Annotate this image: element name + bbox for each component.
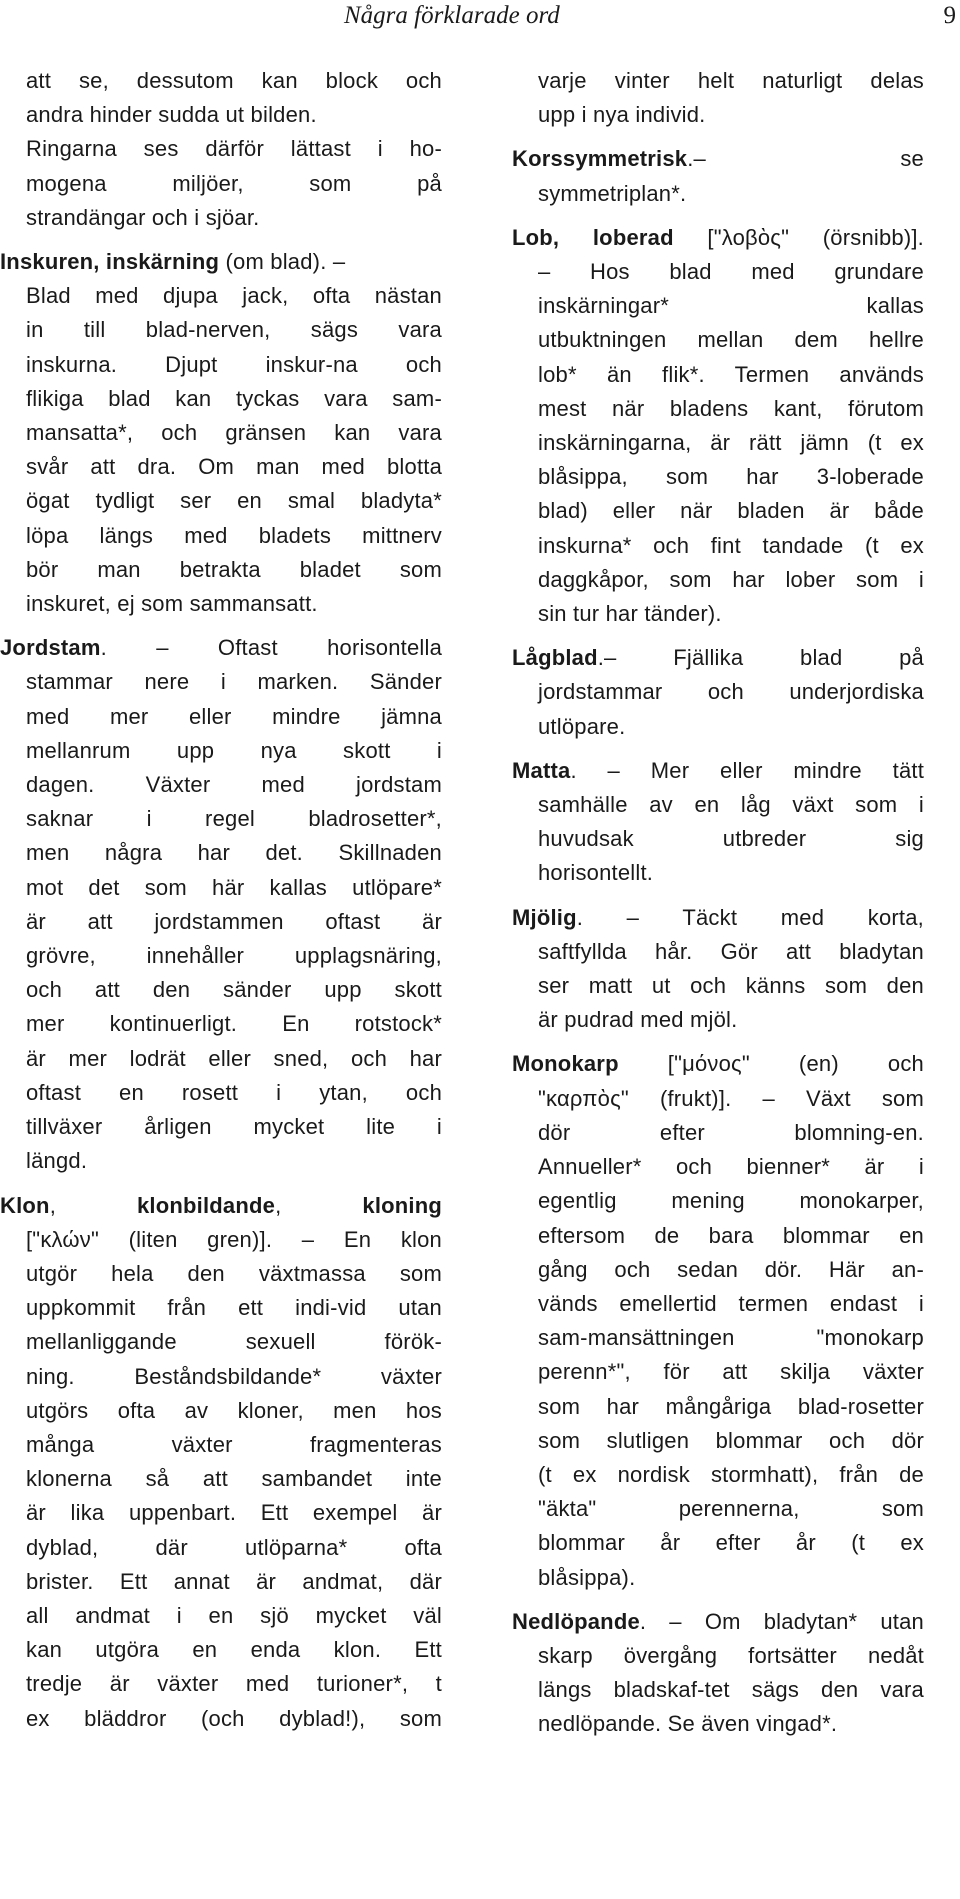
entry-text: gång och sedan dör. Här an- (538, 1256, 924, 1282)
text-line (0, 313, 442, 347)
text-line (0, 700, 442, 734)
text-line (0, 1007, 442, 1041)
text-line (512, 754, 924, 788)
text-line (512, 64, 924, 98)
entry-text: tredje är växter med turioner*, t (26, 1671, 442, 1697)
entry-text: huvudsak utbreder sig (538, 826, 924, 852)
entry-text: . – Täckt med korta, (576, 904, 924, 930)
entry-term: Lob, loberad (512, 224, 674, 250)
entry-term: Nedlöpande (512, 1608, 640, 1634)
glossary-entry (512, 641, 924, 744)
entry-text: utlöpare. (538, 713, 626, 739)
entry-text: oftast en rosett i ytan, och (26, 1079, 442, 1105)
entry-text: längd. (26, 1148, 88, 1174)
text-line (512, 1526, 924, 1560)
text-line (512, 426, 924, 460)
text-line (512, 563, 924, 597)
text-line (0, 1223, 442, 1257)
text-line (0, 1110, 442, 1144)
entry-text: strandängar och i sjöar. (26, 204, 260, 230)
entry-text: mer kontinuerligt. En rotstock* (26, 1011, 442, 1037)
text-line (0, 1565, 442, 1599)
entry-text: bör man betrakta bladet som (26, 556, 442, 582)
entry-text: tillväxer årligen mycket lite i (26, 1114, 442, 1140)
entry-text: perenn*", för att skilja växter (538, 1359, 924, 1385)
text-line (512, 1253, 924, 1287)
page-header (0, 0, 960, 34)
entry-text: mot det som här kallas utlöpare* (26, 874, 442, 900)
text-line (0, 245, 442, 279)
entry-text: inskurna. Djupt inskur-na och (26, 351, 442, 377)
text-line (0, 1428, 442, 1462)
text-line (512, 1707, 924, 1741)
text-line (0, 1076, 442, 1110)
text-line (0, 631, 442, 665)
text-line (512, 1116, 924, 1150)
glossary-entry (512, 142, 924, 210)
entry-text: svår att dra. Om man med blotta (26, 454, 442, 480)
entry-term: klonbildande (137, 1192, 276, 1218)
entry-text: ex bläddror (och dyblad!), som (26, 1705, 442, 1731)
text-line (0, 905, 442, 939)
entry-text: är mer lodrät eller sned, och har (26, 1045, 442, 1071)
entry-text: dagen. Växter med jordstam (26, 772, 442, 798)
entry-text: egentlig mening monokarper, (538, 1188, 924, 1214)
text-line (0, 1462, 442, 1496)
entry-text: , (49, 1192, 137, 1218)
text-line (0, 939, 442, 973)
entry-text: mellanliggande sexuell förök- (26, 1329, 442, 1355)
entry-text: daggkåpor, som har lober som i (538, 566, 924, 592)
entry-text: saknar i regel bladrosetter*, (26, 806, 442, 832)
entry-text: många växter fragmenteras (26, 1431, 442, 1457)
text-line (512, 1219, 924, 1253)
entry-text: inskurna* och fint tandade (t ex (538, 532, 924, 558)
text-line (0, 416, 442, 450)
text-line (512, 1390, 924, 1424)
text-line (512, 1184, 924, 1218)
entry-term: Inskuren, inskärning (0, 249, 220, 275)
entry-text: ["λοβὸς" (örsnibb)]. (673, 224, 924, 250)
entry-text: .– se (687, 146, 924, 172)
entry-term: kloning (362, 1192, 442, 1218)
text-line (0, 1042, 442, 1076)
text-line (0, 665, 442, 699)
text-line (512, 1458, 924, 1492)
entry-text: som slutligen blommar och dör (538, 1427, 924, 1453)
text-line (0, 1667, 442, 1701)
glossary-entry (512, 1047, 924, 1594)
text-line (0, 1257, 442, 1291)
text-line (0, 1189, 442, 1223)
entry-text: klonerna så att sambandet inte (26, 1466, 442, 1492)
text-line (0, 201, 442, 235)
glossary-entry (0, 1189, 442, 1736)
text-line (0, 1325, 442, 1359)
entry-text: och att den sänder upp skott (26, 977, 442, 1003)
text-line (512, 1321, 924, 1355)
glossary-entry (512, 754, 924, 891)
text-line (0, 1702, 442, 1736)
entry-term: Monokarp (512, 1051, 619, 1077)
text-line (512, 856, 924, 890)
text-line (512, 969, 924, 1003)
text-line (512, 822, 924, 856)
text-line (512, 1673, 924, 1707)
entry-text: inskuret, ej som sammansatt. (26, 591, 318, 617)
entry-text: vänds emellertid termen endast i (538, 1290, 924, 1316)
text-line (0, 1599, 442, 1633)
entry-text: horisontellt. (538, 860, 654, 886)
entry-text: (t ex nordisk stormhatt), från de (538, 1461, 924, 1487)
entry-text: .– Fjällika blad på (597, 645, 924, 671)
text-line (512, 98, 924, 132)
text-line (512, 675, 924, 709)
text-line (512, 935, 924, 969)
entry-text: mellanrum upp nya skott i (26, 737, 442, 763)
entry-text: ser matt ut och känns som den (538, 973, 924, 999)
entry-text: kan utgöra en enda klon. Ett (26, 1637, 442, 1663)
glossary-entry (0, 245, 442, 621)
text-line (512, 460, 924, 494)
text-line (512, 901, 924, 935)
entry-text: . – Mer eller mindre tätt (570, 757, 924, 783)
text-line (0, 1531, 442, 1565)
entry-text: upp i nya individ. (538, 102, 706, 128)
entry-text: in till blad-nerven, sägs vara (26, 317, 442, 343)
text-line (512, 597, 924, 631)
entry-text: stammar nere i marken. Sänder (26, 669, 442, 695)
text-line (512, 255, 924, 289)
text-line (512, 177, 924, 211)
entry-text: . – Om bladytan* utan (639, 1608, 924, 1634)
entry-text: eftersom de bara blommar en (538, 1222, 924, 1248)
text-line (512, 221, 924, 255)
entry-term: Matta (512, 757, 571, 783)
text-line (512, 1003, 924, 1037)
glossary-entry (512, 221, 924, 631)
entry-text: inskärningarna, är rätt jämn (t ex (538, 430, 924, 456)
text-line (0, 450, 442, 484)
entry-text: varje vinter helt naturligt delas (538, 68, 924, 93)
entry-text: lob* än flik*. Termen används (538, 361, 924, 387)
text-line (512, 323, 924, 357)
text-line (0, 1144, 442, 1178)
text-line (0, 802, 442, 836)
text-line (512, 1605, 924, 1639)
entry-text: mansatta*, och gränsen kan vara (26, 420, 442, 446)
text-line (0, 279, 442, 313)
text-line (0, 348, 442, 382)
entry-text: skarp övergång fortsätter nedåt (538, 1642, 924, 1668)
entry-text: symmetriplan*. (538, 180, 687, 206)
text-line (0, 553, 442, 587)
text-line (512, 529, 924, 563)
entry-text: längs bladskaf-tet sägs den vara (538, 1677, 924, 1703)
glossary-entry (512, 64, 924, 132)
entry-text: uppkommit från ett indi-vid utan (26, 1295, 442, 1321)
entry-text: ["μόνος" (en) och (618, 1051, 924, 1077)
entry-text: saftfyllda hår. Gör att bladytan (538, 938, 924, 964)
page-number: 9 (943, 2, 956, 29)
text-line (512, 142, 924, 176)
entry-text: är att jordstammen oftast är (26, 908, 442, 934)
text-line (512, 392, 924, 426)
entry-text: andra hinder sudda ut bilden. (26, 102, 317, 128)
text-line (512, 1287, 924, 1321)
entry-text: mest när bladens kant, förutom (538, 395, 924, 421)
entry-text: ning. Beståndsbildande* växter (26, 1363, 442, 1389)
text-line (0, 734, 442, 768)
text-line (512, 1150, 924, 1184)
text-line (0, 836, 442, 870)
text-line (0, 1633, 442, 1667)
entry-term: Korssymmetrisk (512, 146, 688, 172)
entry-text: samhälle av en låg växt som i (538, 792, 924, 818)
entry-text: utgör hela den växtmassa som (26, 1260, 442, 1286)
text-line (0, 98, 442, 132)
entry-text: blommar år efter år (t ex (538, 1530, 924, 1556)
entry-text: "καρπὸς" (frukt)]. – Växt som (538, 1085, 924, 1111)
glossary-entry (512, 901, 924, 1038)
entry-term: Klon (0, 1192, 50, 1218)
text-line (0, 132, 442, 166)
text-line (0, 587, 442, 621)
text-line (0, 1360, 442, 1394)
entry-text: är pudrad med mjöl. (538, 1007, 738, 1033)
entry-text: (om blad). – (219, 249, 346, 275)
text-line (0, 973, 442, 1007)
entry-text: – Hos blad med grundare (538, 259, 924, 285)
entry-text: med mer eller mindre jämna (26, 703, 442, 729)
entry-text: dyblad, där utlöparna* ofta (26, 1534, 442, 1560)
entry-text: sin tur har tänder). (538, 601, 722, 627)
entry-text: utgörs ofta av kloner, men hos (26, 1397, 442, 1423)
entry-text: ögat tydligt ser en smal bladyta* (26, 488, 442, 514)
entry-text: men några har det. Skillnaden (26, 840, 442, 866)
text-line (512, 1492, 924, 1526)
entry-text: mogena miljöer, som på (26, 170, 442, 196)
entry-term: Mjölig (512, 904, 577, 930)
entry-text: inskärningar* kallas (538, 293, 924, 319)
entry-text: som har mångåriga blad-rosetter (538, 1393, 924, 1419)
entry-text: blåsippa, som har 3-loberade (538, 464, 924, 490)
entry-text: att se, dessutom kan block och (26, 68, 442, 93)
text-line (0, 1394, 442, 1428)
text-line (0, 382, 442, 416)
text-line (512, 358, 924, 392)
entry-text: dör efter blomning-en. (538, 1119, 924, 1145)
entry-text: löpa längs med bladets mittnerv (26, 522, 442, 548)
entry-text: sam-mansättningen "monokarp (538, 1325, 924, 1351)
text-line (512, 1355, 924, 1389)
entry-text: , (275, 1192, 363, 1218)
text-line (0, 167, 442, 201)
text-line (512, 641, 924, 675)
glossary-entry (0, 631, 442, 1178)
entry-text: ["κλών" (liten gren)]. – En klon (26, 1226, 442, 1252)
entry-text: brister. Ett annat är andmat, där (26, 1568, 442, 1594)
entry-text: all andmat i en sjö mycket väl (26, 1602, 442, 1628)
entry-text: "äkta" perennerna, som (538, 1496, 924, 1522)
text-line (0, 484, 442, 518)
text-line (512, 788, 924, 822)
entry-text: blad) eller när bladen är både (538, 498, 924, 524)
entry-text: utbuktningen mellan dem hellre (538, 327, 924, 353)
running-title: Några förklarade ord (344, 2, 560, 29)
entry-text: Annueller* och bienner* är i (538, 1154, 924, 1180)
entry-text: jordstammar och underjordiska (538, 679, 924, 705)
text-line (0, 871, 442, 905)
entry-text: flikiga blad kan tyckas vara sam- (26, 385, 442, 411)
entry-text: nedlöpande. Se även vingad*. (538, 1711, 838, 1737)
entry-term: Lågblad (512, 645, 598, 671)
glossary-entry (0, 64, 442, 235)
left-column (0, 64, 442, 1746)
entry-text: Ringarna ses därför lättast i ho- (26, 136, 442, 162)
entry-text: är lika uppenbart. Ett exempel är (26, 1500, 442, 1526)
text-line (512, 289, 924, 323)
text-line (512, 1561, 924, 1595)
text-line (0, 1291, 442, 1325)
text-line (512, 494, 924, 528)
text-line (512, 1639, 924, 1673)
text-line (512, 1082, 924, 1116)
text-line (0, 64, 442, 98)
entry-text: grövre, innehåller upplagsnäring, (26, 943, 442, 969)
text-line (0, 768, 442, 802)
text-line (512, 1424, 924, 1458)
right-column (512, 64, 924, 1752)
text-line (0, 1496, 442, 1530)
entry-text: blåsippa). (538, 1564, 636, 1590)
text-line (512, 1047, 924, 1081)
text-line (512, 710, 924, 744)
entry-term: Jordstam (0, 635, 101, 661)
entry-text: . – Oftast horisontella (100, 635, 442, 661)
glossary-entry (512, 1605, 924, 1742)
entry-text: Blad med djupa jack, ofta nästan (26, 283, 442, 309)
text-line (0, 519, 442, 553)
